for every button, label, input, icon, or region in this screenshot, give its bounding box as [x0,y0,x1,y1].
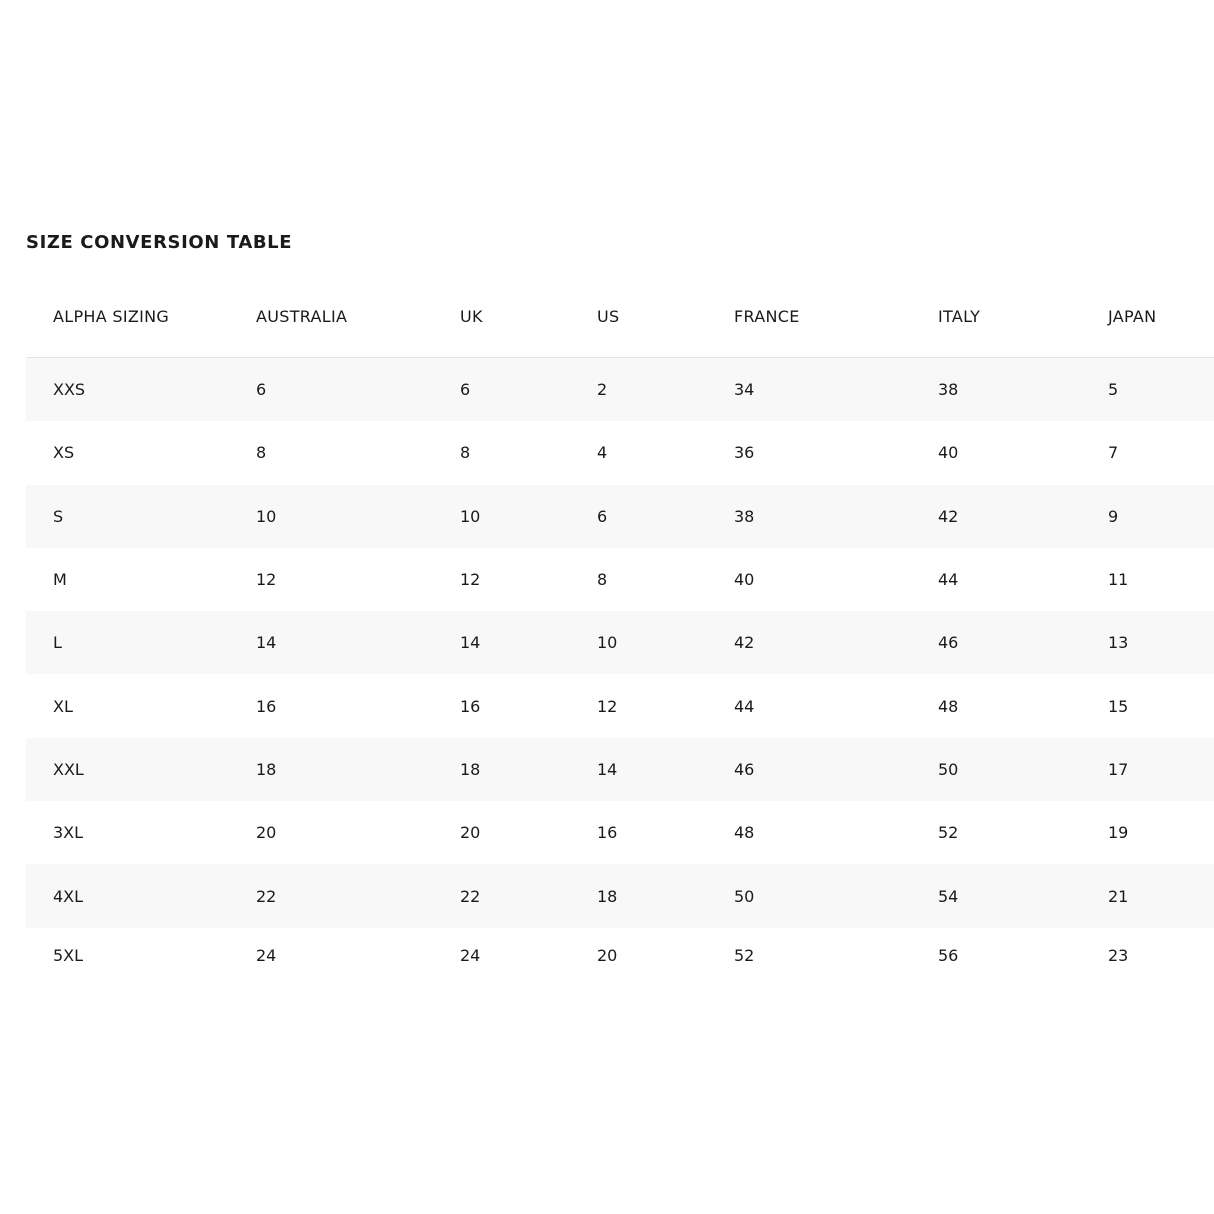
table-cell: 38 [911,358,1081,422]
table-cell: 50 [707,864,911,927]
table-cell: 40 [707,548,911,611]
table-row [26,864,1214,927]
table-cell: 8 [433,421,570,484]
table-cell: 22 [229,864,433,927]
table-cell: 20 [229,801,433,864]
table-cell: 10 [433,485,570,548]
table-cell: 21 [1081,864,1214,927]
table-cell: 12 [433,548,570,611]
table-cell: 24 [433,928,570,984]
table-cell: 3XL [26,801,229,864]
table-cell: S [26,485,229,548]
table-cell: 6 [433,358,570,422]
table-cell: 46 [707,738,911,801]
table-cell: 54 [911,864,1081,927]
table-row [26,738,1214,801]
table-cell: 4XL [26,864,229,927]
table-cell: 8 [229,421,433,484]
table-cell: 40 [911,421,1081,484]
column-header-france: FRANCE [707,276,911,358]
table-cell: 5XL [26,928,229,984]
table-cell: 17 [1081,738,1214,801]
table-cell: XS [26,421,229,484]
column-header-australia: AUSTRALIA [229,276,433,358]
table-cell: 48 [707,801,911,864]
column-header-us: US [570,276,707,358]
table-cell: 9 [1081,485,1214,548]
table-row [26,611,1214,674]
column-header-uk: UK [433,276,570,358]
table-cell: 23 [1081,928,1214,984]
table-cell: 14 [570,738,707,801]
table-cell: 16 [433,674,570,737]
table-row [26,801,1214,864]
table-cell: 2 [570,358,707,422]
column-header-japan: JAPAN [1081,276,1214,358]
table-cell: 56 [911,928,1081,984]
column-header-alpha-sizing: ALPHA SIZING [26,276,229,358]
table-cell: 14 [433,611,570,674]
table-cell: 6 [229,358,433,422]
size-conversion-table [26,276,1214,984]
table-header [26,276,1214,358]
table-cell: 36 [707,421,911,484]
table-cell: 44 [707,674,911,737]
table-row [26,928,1214,984]
header-row [26,276,1214,358]
table-cell: 12 [570,674,707,737]
table-cell: 11 [1081,548,1214,611]
table-row [26,548,1214,611]
table-cell: 24 [229,928,433,984]
table-cell: M [26,548,229,611]
table-row [26,358,1214,422]
table-cell: 16 [570,801,707,864]
table-cell: 22 [433,864,570,927]
table-cell: 4 [570,421,707,484]
table-cell: 14 [229,611,433,674]
table-cell: L [26,611,229,674]
table-cell: 50 [911,738,1081,801]
size-table [26,276,1214,984]
table-cell: 8 [570,548,707,611]
table-cell: 42 [911,485,1081,548]
table-cell: 34 [707,358,911,422]
table-cell: 20 [433,801,570,864]
table-cell: 10 [229,485,433,548]
table-cell: 44 [911,548,1081,611]
table-cell: 18 [229,738,433,801]
table-cell: 13 [1081,611,1214,674]
table-cell: 10 [570,611,707,674]
column-header-italy: ITALY [911,276,1081,358]
table-cell: 7 [1081,421,1214,484]
table-cell: 48 [911,674,1081,737]
table-cell: 15 [1081,674,1214,737]
table-cell: 5 [1081,358,1214,422]
table-cell: 52 [911,801,1081,864]
table-cell: XXL [26,738,229,801]
table-body [26,358,1214,984]
table-cell: 20 [570,928,707,984]
page-title: SIZE CONVERSION TABLE [26,232,293,253]
table-cell: 12 [229,548,433,611]
table-cell: XL [26,674,229,737]
table-row [26,674,1214,737]
table-cell: 6 [570,485,707,548]
table-cell: 18 [570,864,707,927]
table-cell: 42 [707,611,911,674]
table-cell: 19 [1081,801,1214,864]
table-cell: 52 [707,928,911,984]
table-cell: 46 [911,611,1081,674]
table-cell: XXS [26,358,229,422]
table-row [26,421,1214,484]
table-row [26,485,1214,548]
table-cell: 38 [707,485,911,548]
table-cell: 18 [433,738,570,801]
table-cell: 16 [229,674,433,737]
